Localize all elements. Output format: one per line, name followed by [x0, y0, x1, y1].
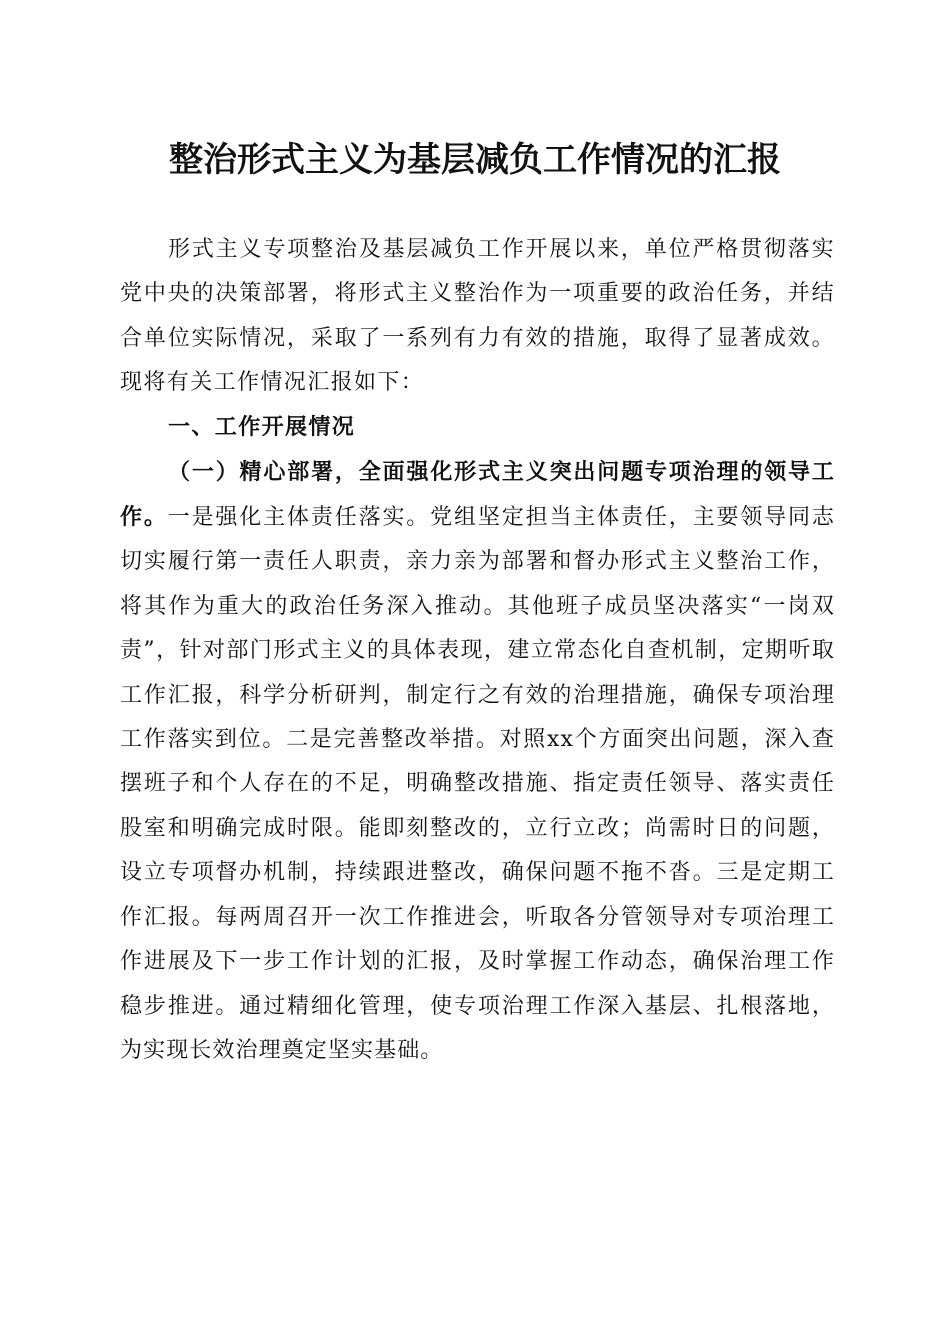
intro-paragraph: 形式主义专项整治及基层减负工作开展以来，单位严格贯彻落实党中央的决策部署，将形式主义整治作为一项重要的政治任务，并结合单位实际情况，采取了一系列有力有效的措施，取得了显著成效。现将有关工作情况汇报如下： [120, 237, 835, 396]
document-body [120, 228, 835, 1073]
document-title: 整治形式主义为基层减负工作情况的汇报 [169, 140, 781, 180]
subsection-body: 一是强化主体责任落实。党组坚定担当主体责任，主要领导同志切实履行第一责任人职责，亲力亲为部署和督办形式主义整治工作，将其作为重大的政治任务深入推动。其他班子成员坚决落实“一岗双责”，针对部门形式主义的具体表现，建立常态化自查机制，定期听取工作汇报，科学分析研判，制定行之有效的治理措施，确保专项治理工作落实到位。二是完善整改举措。对照xx个方面突出问题，深入查摆班子和个人存在的不足，明确整改措施、指定责任领导、落实责任股室和明确完成时限。能即刻整改的，立行立改；尚需时日的问题，设立专项督办机制，持续跟进整改，确保问题不拖不沓。三是定期工作汇报。每两周召开一次工作推进会，听取各分管领导对专项治理工作进展及下一步工作计划的汇报，及时掌握工作动态，确保治理工作稳步推进。通过精细化管理，使专项治理工作深入基层、扎根落地，为实现长效治理奠定坚实基础。 [120, 505, 835, 1063]
section-heading: 一、工作开展情况 [168, 414, 356, 440]
subsection-paragraph [120, 450, 835, 1074]
subsection-lead: （一）精心部署，全面强化形式主义突出问题专项治理的领导工作。 [120, 458, 835, 531]
